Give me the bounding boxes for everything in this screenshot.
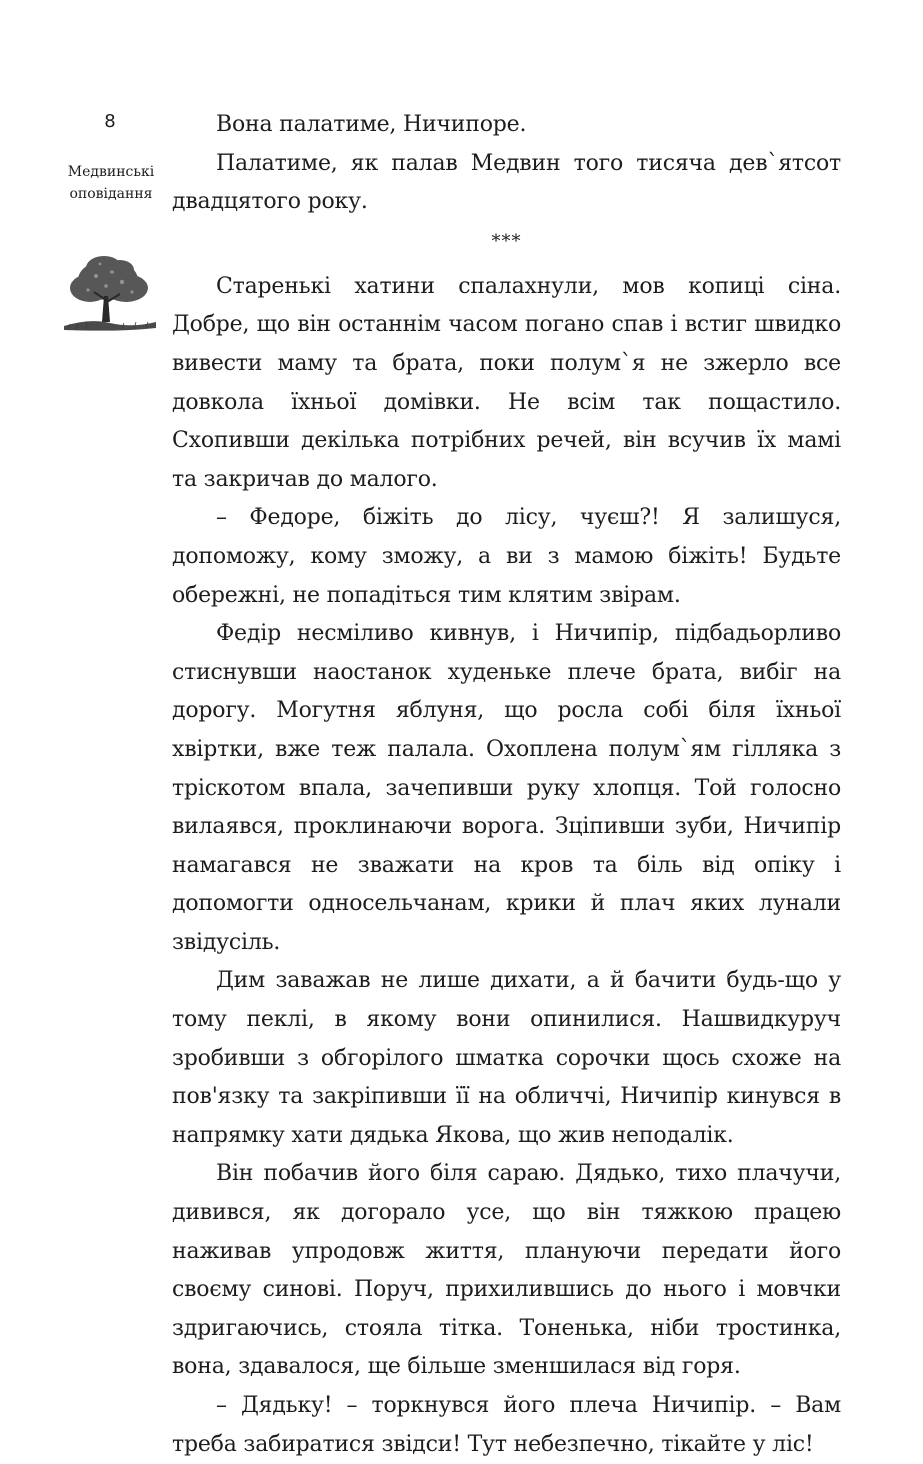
tree-emblem bbox=[60, 252, 158, 334]
paragraph: Вона палатиме, Ничипоре. bbox=[216, 112, 527, 137]
running-head: Медвинські оповідання bbox=[67, 164, 155, 202]
paragraph: Палатиме, як палав Медвин того тисяча дев`ятсот двадцятого року. bbox=[172, 150, 841, 215]
paragraph: – Федоре, біжіть до лісу, чуєш?! Я залишуся, допоможу, кому зможу, а ви з мамою біжіть! Будьте обережні, не попадіться тим клятим звірам. bbox=[172, 505, 841, 608]
paragraph: – Дядьку! – торкнувся його плеча Ничипір. – Вам треба забиратися звідси! Тут небезпечно, тікайте у ліс! bbox=[172, 1393, 841, 1457]
body-text bbox=[172, 106, 841, 1464]
section-break: *** bbox=[491, 230, 522, 252]
paragraph: Старенькі хатини спалахнули, мов копиці сіна. Добре, що він останнім часом погано спав і встиг швидко вивести маму та брата, поки полум`я не зжерло все довкола їхньої домівки. Не всім так пощастило. Схопивши декілька потрібних речей, він всучив їх мамі та закричав до малого. bbox=[172, 273, 841, 492]
paragraph: Він побачив його біля сараю. Дядько, тихо плачучи, дивився, як догорало усе, що він тяжкою працею наживав упродовж життя, плануючи передати його своєму синові. Поруч, прихилившись до нього і мовчки здригаючись, стояла тітка. Тоненька, ніби тростинка, вона, здавалося, ще більше зменшилася від горя. bbox=[172, 1161, 841, 1380]
paragraph: Федір несміливо кивнув, і Ничипір, підбадьорливо стиснувши наостанок худеньке плече брата, вибіг на дорогу. Могутня яблуня, що росла собі біля їхньої хвіртки, вже теж палала. Охоплена полум`ям гілляка з тріскотом впала, зачепивши руку хлопця. Той голосно вилаявся, проклинаючи ворога. Зціпивши зуби, Ничипір намагався не зважати на кров та біль від опіку і допомогти односельчанам, крики й плач яких лунали звідусіль. bbox=[172, 621, 841, 955]
paragraph: Дим заважав не лише дихати, а й бачити будь-що у тому пеклі, в якому вони опинилися. Нашвидкуруч зробивши з обгорілого шматка сорочки щось схоже на пов'язку та закріпивши її на обличчі, Ничипір кинувся в напрямку хати дядька Якова, що жив неподалік. bbox=[172, 968, 841, 1148]
tree-icon bbox=[60, 252, 158, 334]
page-number: 8 bbox=[104, 111, 116, 132]
